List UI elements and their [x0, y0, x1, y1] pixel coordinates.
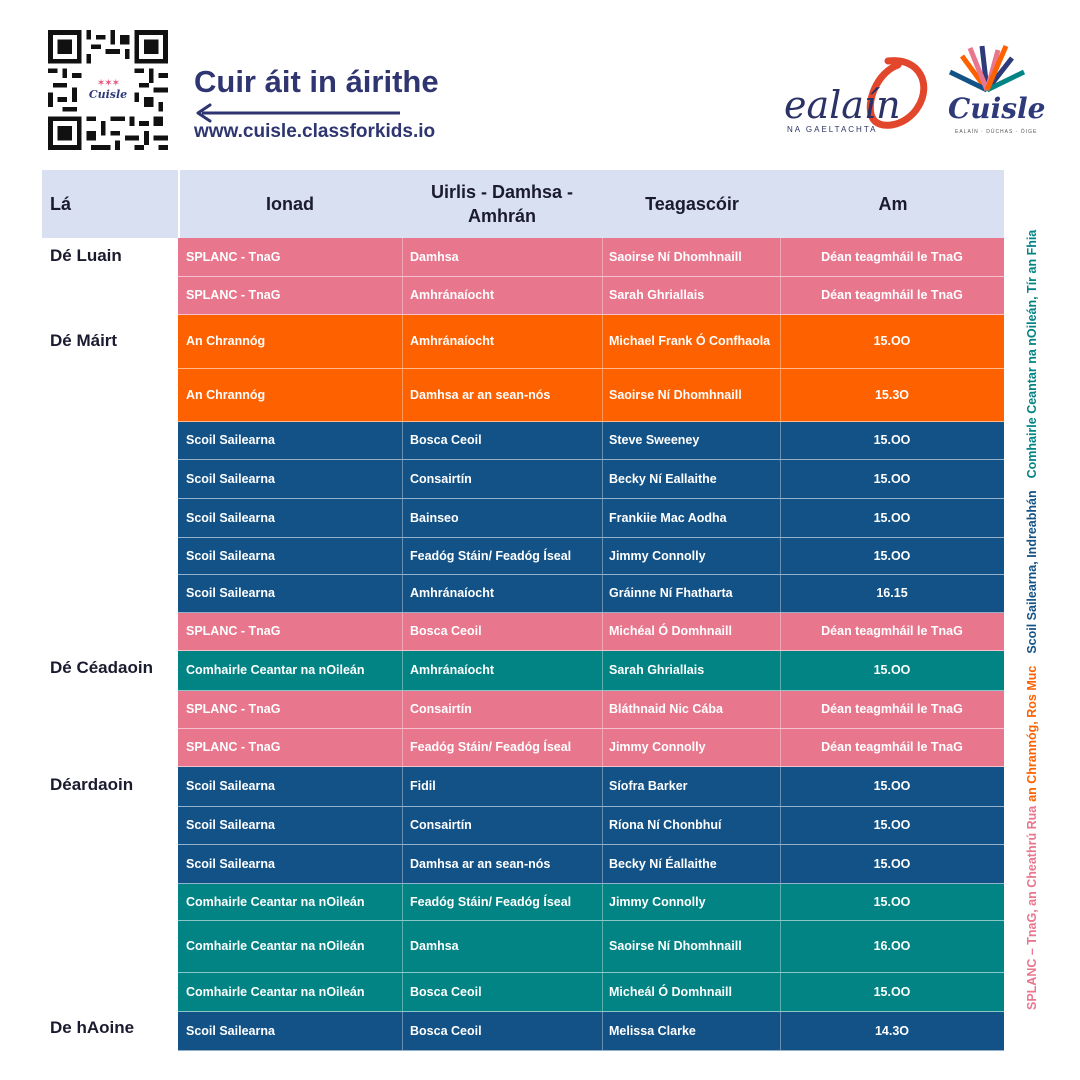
cell-divider — [602, 499, 603, 537]
cell-time: Déan teagmháil le TnaG — [821, 249, 963, 264]
table-row — [178, 691, 1004, 729]
cell-venue: Comhairle Ceantar na nOileán — [186, 939, 365, 953]
qr-code[interactable] — [48, 30, 168, 150]
cell-divider — [780, 499, 781, 537]
cell-divider — [602, 315, 603, 368]
cell-teacher: Michéal Ó Domhnaill — [609, 624, 732, 638]
cell-venue: Scoil Sailearna — [186, 586, 275, 600]
cell-teacher: Bláthnaid Nic Cába — [609, 702, 723, 716]
cell-activity: Damhsa — [410, 249, 459, 264]
header-time: Am — [878, 193, 908, 214]
cell-time: 15.OO — [873, 984, 911, 999]
cell-activity: Amhránaíocht — [410, 586, 495, 600]
cell-teacher: Saoirse Ní Dhomhnaill — [609, 249, 742, 264]
cell-divider — [402, 277, 403, 314]
cell-venue: Scoil Sailearna — [186, 1023, 275, 1038]
cell-activity: Bosca Ceoil — [410, 624, 482, 638]
cell-teacher: Sarah Ghriallais — [609, 663, 705, 677]
cell-time: 15.OO — [873, 856, 911, 871]
table-row — [178, 499, 1004, 538]
cell-activity: Amhránaíocht — [410, 663, 495, 677]
cell-teacher: Becky Ní Eallaithe — [609, 471, 717, 486]
cell-teacher: Saoirse Ní Dhomhnaill — [609, 387, 742, 402]
cell-divider — [780, 460, 781, 498]
cell-teacher: Becky Ní Éallaithe — [609, 856, 717, 871]
cell-divider — [402, 651, 403, 690]
cell-divider — [602, 767, 603, 806]
cell-divider — [780, 729, 781, 766]
cell-activity: Consairtín — [410, 818, 472, 832]
cell-divider — [402, 238, 403, 276]
cell-divider — [402, 499, 403, 537]
cell-venue: Comhairle Ceantar na nOileán — [186, 894, 365, 909]
cell-divider — [402, 973, 403, 1011]
legend-comhairle: Comhairle Ceantar na nOileán, Tír an Fhia — [1025, 229, 1039, 479]
cell-divider — [780, 845, 781, 883]
table-row — [178, 277, 1004, 315]
cell-activity: Consairtín — [410, 702, 472, 716]
arrow-left-icon — [194, 103, 444, 123]
header-activity: Uirlis - Damhsa - Amhrán — [430, 182, 574, 226]
cell-teacher: Ríona Ní Chonbhuí — [609, 818, 722, 832]
cell-teacher: Sarah Ghriallais — [609, 288, 705, 302]
cell-divider — [780, 651, 781, 690]
cell-time: Déan teagmháil le TnaG — [821, 740, 963, 754]
cell-venue: Scoil Sailearna — [186, 856, 275, 871]
cell-venue: Comhairle Ceantar na nOileán — [186, 663, 365, 677]
cell-venue: Scoil Sailearna — [186, 433, 275, 447]
cell-divider — [602, 1012, 603, 1050]
table-row — [178, 422, 1004, 460]
cell-activity: Amhránaíocht — [410, 334, 495, 348]
cell-divider — [780, 884, 781, 920]
cell-teacher: Frankiie Mac Aodha — [609, 510, 727, 525]
cell-divider — [602, 238, 603, 276]
table-row — [178, 238, 1004, 277]
cell-divider — [780, 691, 781, 728]
cell-teacher: Jimmy Connolly — [609, 740, 706, 754]
cell-time: 15.OO — [873, 334, 911, 348]
table-row — [178, 651, 1004, 691]
cuisle-logo-subtext: EALAÍN · DÚCHAS · ÓIGE — [955, 129, 1038, 135]
cell-divider — [402, 538, 403, 574]
cell-venue: Comhairle Ceantar na nOileán — [186, 984, 365, 999]
cell-divider — [780, 973, 781, 1011]
cell-divider — [402, 315, 403, 368]
cell-divider — [602, 729, 603, 766]
cell-divider — [402, 807, 403, 844]
cell-time: 14.3O — [874, 1023, 910, 1038]
cell-venue: SPLANC - TnaG — [186, 624, 281, 638]
ealain-logo-text: ealaín — [784, 83, 901, 127]
cell-teacher: Micheál Ó Domhnaill — [609, 984, 732, 999]
cell-venue: SPLANC - TnaG — [186, 249, 281, 264]
cell-divider — [602, 369, 603, 421]
cell-teacher: Saoirse Ní Dhomhnaill — [609, 939, 742, 953]
cell-divider — [402, 422, 403, 459]
table-row — [178, 807, 1004, 845]
booking-title: Cuir áit in áirithe — [194, 64, 439, 99]
cell-divider — [602, 613, 603, 650]
cell-activity: Damhsa ar an sean-nós — [410, 856, 551, 871]
cell-divider — [402, 729, 403, 766]
cell-time: 15.OO — [873, 433, 911, 447]
cell-venue: SPLANC - TnaG — [186, 702, 281, 716]
cell-divider — [402, 767, 403, 806]
cell-time: Déan teagmháil le TnaG — [821, 702, 963, 716]
cell-time: 15.OO — [873, 510, 911, 525]
cell-activity: Damhsa ar an sean-nós — [410, 387, 551, 402]
day-label-friday: De hAoine — [50, 1018, 135, 1037]
cell-divider — [780, 575, 781, 612]
cell-time: 15.3O — [874, 387, 910, 402]
cell-divider — [402, 884, 403, 920]
cell-divider — [780, 767, 781, 806]
cell-divider — [602, 807, 603, 844]
cell-divider — [402, 691, 403, 728]
day-label-thursday: Déardaoin — [50, 775, 134, 794]
table-row — [178, 1012, 1004, 1051]
cell-activity: Fidil — [410, 779, 436, 793]
booking-url-link[interactable]: www.cuisle.classforkids.io — [194, 121, 436, 142]
cell-divider — [780, 613, 781, 650]
cell-venue: An Chrannóg — [186, 334, 266, 348]
cell-divider — [780, 538, 781, 574]
cell-activity: Feadóg Stáin/ Feadóg Íseal — [410, 740, 572, 754]
legend-sailearna: Scoil Sailearna, Indreabhán — [1025, 490, 1039, 654]
cell-time: Déan teagmháil le TnaG — [821, 624, 963, 638]
cell-divider — [602, 691, 603, 728]
cell-divider — [602, 538, 603, 574]
table-row — [178, 575, 1004, 613]
qr-badge-text: Cuisle — [88, 88, 128, 101]
cell-teacher: Steve Sweeney — [609, 433, 700, 447]
legend-chrannog: an Chrannóg, Ros Muc — [1025, 665, 1039, 802]
cell-venue: Scoil Sailearna — [186, 510, 275, 525]
cell-divider — [402, 460, 403, 498]
cell-divider — [402, 845, 403, 883]
cell-divider — [602, 921, 603, 972]
cell-venue: SPLANC - TnaG — [186, 740, 281, 754]
cell-divider — [602, 422, 603, 459]
cell-divider — [402, 921, 403, 972]
cell-time: Déan teagmháil le TnaG — [821, 288, 963, 302]
cell-teacher: Jimmy Connolly — [609, 548, 706, 563]
cell-divider — [402, 613, 403, 650]
header-teacher: Teagascóir — [645, 193, 739, 214]
cell-divider — [602, 460, 603, 498]
cell-activity: Bosca Ceoil — [410, 433, 482, 447]
day-label-wednesday: Dé Céadaoin — [50, 658, 153, 677]
cuisle-logo-text: Cuisle — [948, 92, 1046, 125]
cell-activity: Damhsa — [410, 939, 459, 953]
day-label-tuesday: Dé Máirt — [50, 331, 118, 350]
qr-cuisle-badge — [86, 70, 130, 110]
cell-venue: SPLANC - TnaG — [186, 288, 281, 302]
cell-divider — [402, 575, 403, 612]
table-header — [42, 170, 1004, 238]
cell-time: 15.OO — [873, 894, 911, 909]
cell-venue: Scoil Sailearna — [186, 779, 275, 793]
cell-divider — [780, 369, 781, 421]
cell-divider — [780, 315, 781, 368]
cell-activity: Bosca Ceoil — [410, 1023, 482, 1038]
cell-activity: Amhránaíocht — [410, 288, 495, 302]
cell-divider — [602, 575, 603, 612]
cell-venue: Scoil Sailearna — [186, 818, 275, 832]
table-row — [178, 460, 1004, 499]
cell-divider — [780, 277, 781, 314]
table-row — [178, 369, 1004, 422]
day-label-monday: Dé Luain — [50, 246, 122, 265]
cell-activity: Bainseo — [410, 510, 459, 525]
cell-time: 15.OO — [873, 663, 911, 677]
cell-divider — [780, 807, 781, 844]
cell-activity: Feadóg Stáin/ Feadóg Íseal — [410, 548, 572, 563]
table-row — [178, 729, 1004, 767]
cell-activity: Feadóg Stáin/ Feadóg Íseal — [410, 894, 572, 909]
legend-splanc: SPLANC – TnaG, an Cheathrú Rua — [1025, 805, 1039, 1010]
table-row — [178, 315, 1004, 369]
cell-teacher: Gráinne Ní Fhatharta — [609, 586, 733, 600]
table-row — [178, 538, 1004, 575]
cell-divider — [402, 1012, 403, 1050]
table-row — [178, 613, 1004, 651]
cell-venue: An Chrannóg — [186, 387, 266, 402]
cell-teacher: Jimmy Connolly — [609, 894, 706, 909]
header-day: Lá — [50, 193, 72, 214]
cell-time: 15.OO — [873, 779, 911, 793]
cell-divider — [780, 238, 781, 276]
venue-legend — [1017, 180, 1047, 1010]
cell-divider — [602, 277, 603, 314]
table-row — [178, 884, 1004, 921]
cell-divider — [780, 422, 781, 459]
cell-teacher: Síofra Barker — [609, 779, 688, 793]
ealain-logo-subtext: NA GAELTACHTA — [787, 125, 878, 134]
cell-time: 16.OO — [873, 939, 911, 953]
cell-time: 15.OO — [873, 471, 911, 486]
cell-divider — [602, 884, 603, 920]
table-row — [178, 767, 1004, 807]
cell-activity: Bosca Ceoil — [410, 984, 482, 999]
cell-venue: Scoil Sailearna — [186, 471, 275, 486]
cell-divider — [402, 369, 403, 421]
cell-venue: Scoil Sailearna — [186, 548, 275, 563]
cell-teacher: Michael Frank Ó Confhaola — [609, 334, 771, 348]
table-row — [178, 973, 1004, 1012]
cell-divider — [602, 973, 603, 1011]
cell-divider — [780, 921, 781, 972]
cell-divider — [602, 845, 603, 883]
table-row — [178, 845, 1004, 884]
cell-time: 15.OO — [873, 548, 911, 563]
cell-time: 15.OO — [873, 818, 911, 832]
cell-activity: Consairtín — [410, 471, 472, 486]
cell-divider — [602, 651, 603, 690]
cell-divider — [780, 1012, 781, 1050]
qr-badge-rays-icon: ✶✶✶ — [96, 78, 120, 89]
cell-teacher: Melissa Clarke — [609, 1023, 696, 1038]
table-row — [178, 921, 1004, 973]
cell-time: 16.15 — [876, 586, 908, 600]
header-venue: Ionad — [266, 193, 314, 214]
